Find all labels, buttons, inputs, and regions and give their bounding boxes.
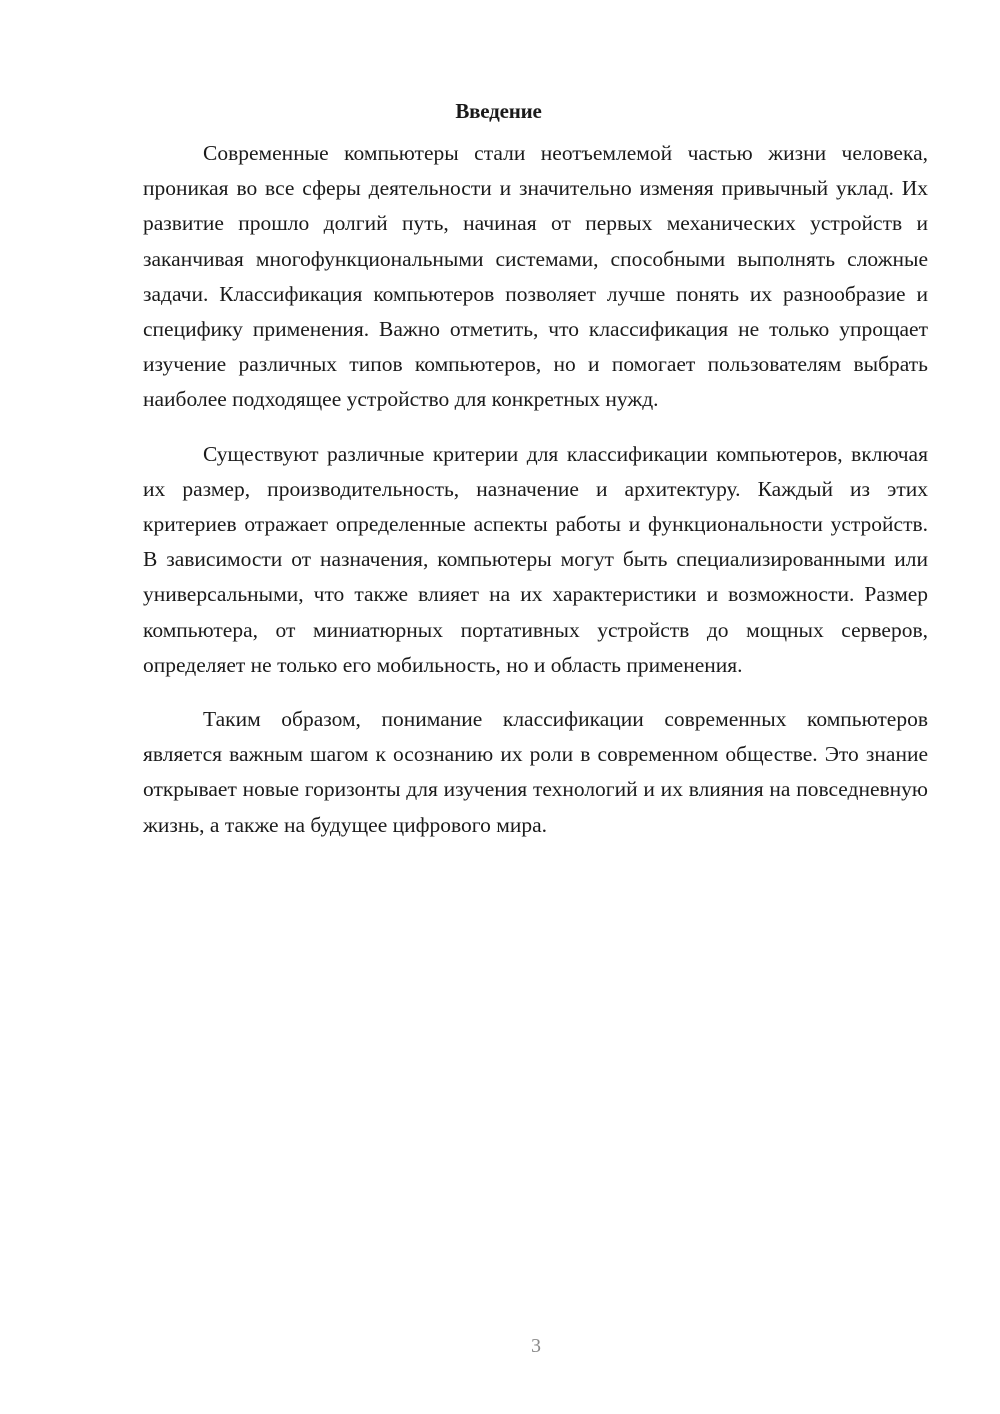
paragraph-1: Современные компьютеры стали неотъемлемой частью жизни человека, проникая во все сферы деятельности и значительно изменяя привычный уклад. Их развитие прошло долгий путь, начиная от первых механических устройств и заканчивая многофункциональными системами, способными выполнять сложные задачи. Классификация компьютеров позволяет лучше понять их разнообразие и специфику применения. Важно отметить, что классификация не только упрощает изучение различных типов компьютеров, но и помогает пользователям выбрать наиболее подходящее устройство для конкретных нужд.: [143, 141, 928, 412]
paragraph-2: Существуют различные критерии для классификации компьютеров, включая их размер, производительность, назначение и архитектуру. Каждый из этих критериев отражает определенные аспекты работы и функциональности устройств. В зависимости от назначения, компьютеры могут быть специализированными или универсальными, что также влияет на их характеристики и возможности. Размер компьютера, от миниатюрных портативных устройств до мощных серверов, определяет не только его мобильность, но и область применения.: [143, 441, 928, 677]
section-heading: Введение: [455, 99, 542, 123]
page-number: 3: [531, 1335, 541, 1357]
document-body: [143, 97, 928, 862]
paragraph-3: Таким образом, понимание классификации современных компьютеров является важным шагом к осознанию их роли в современном обществе. Это знание открывает новые горизонты для изучения технологий и их влияния на повседневную жизнь, а также на будущее цифрового мира.: [143, 707, 928, 837]
